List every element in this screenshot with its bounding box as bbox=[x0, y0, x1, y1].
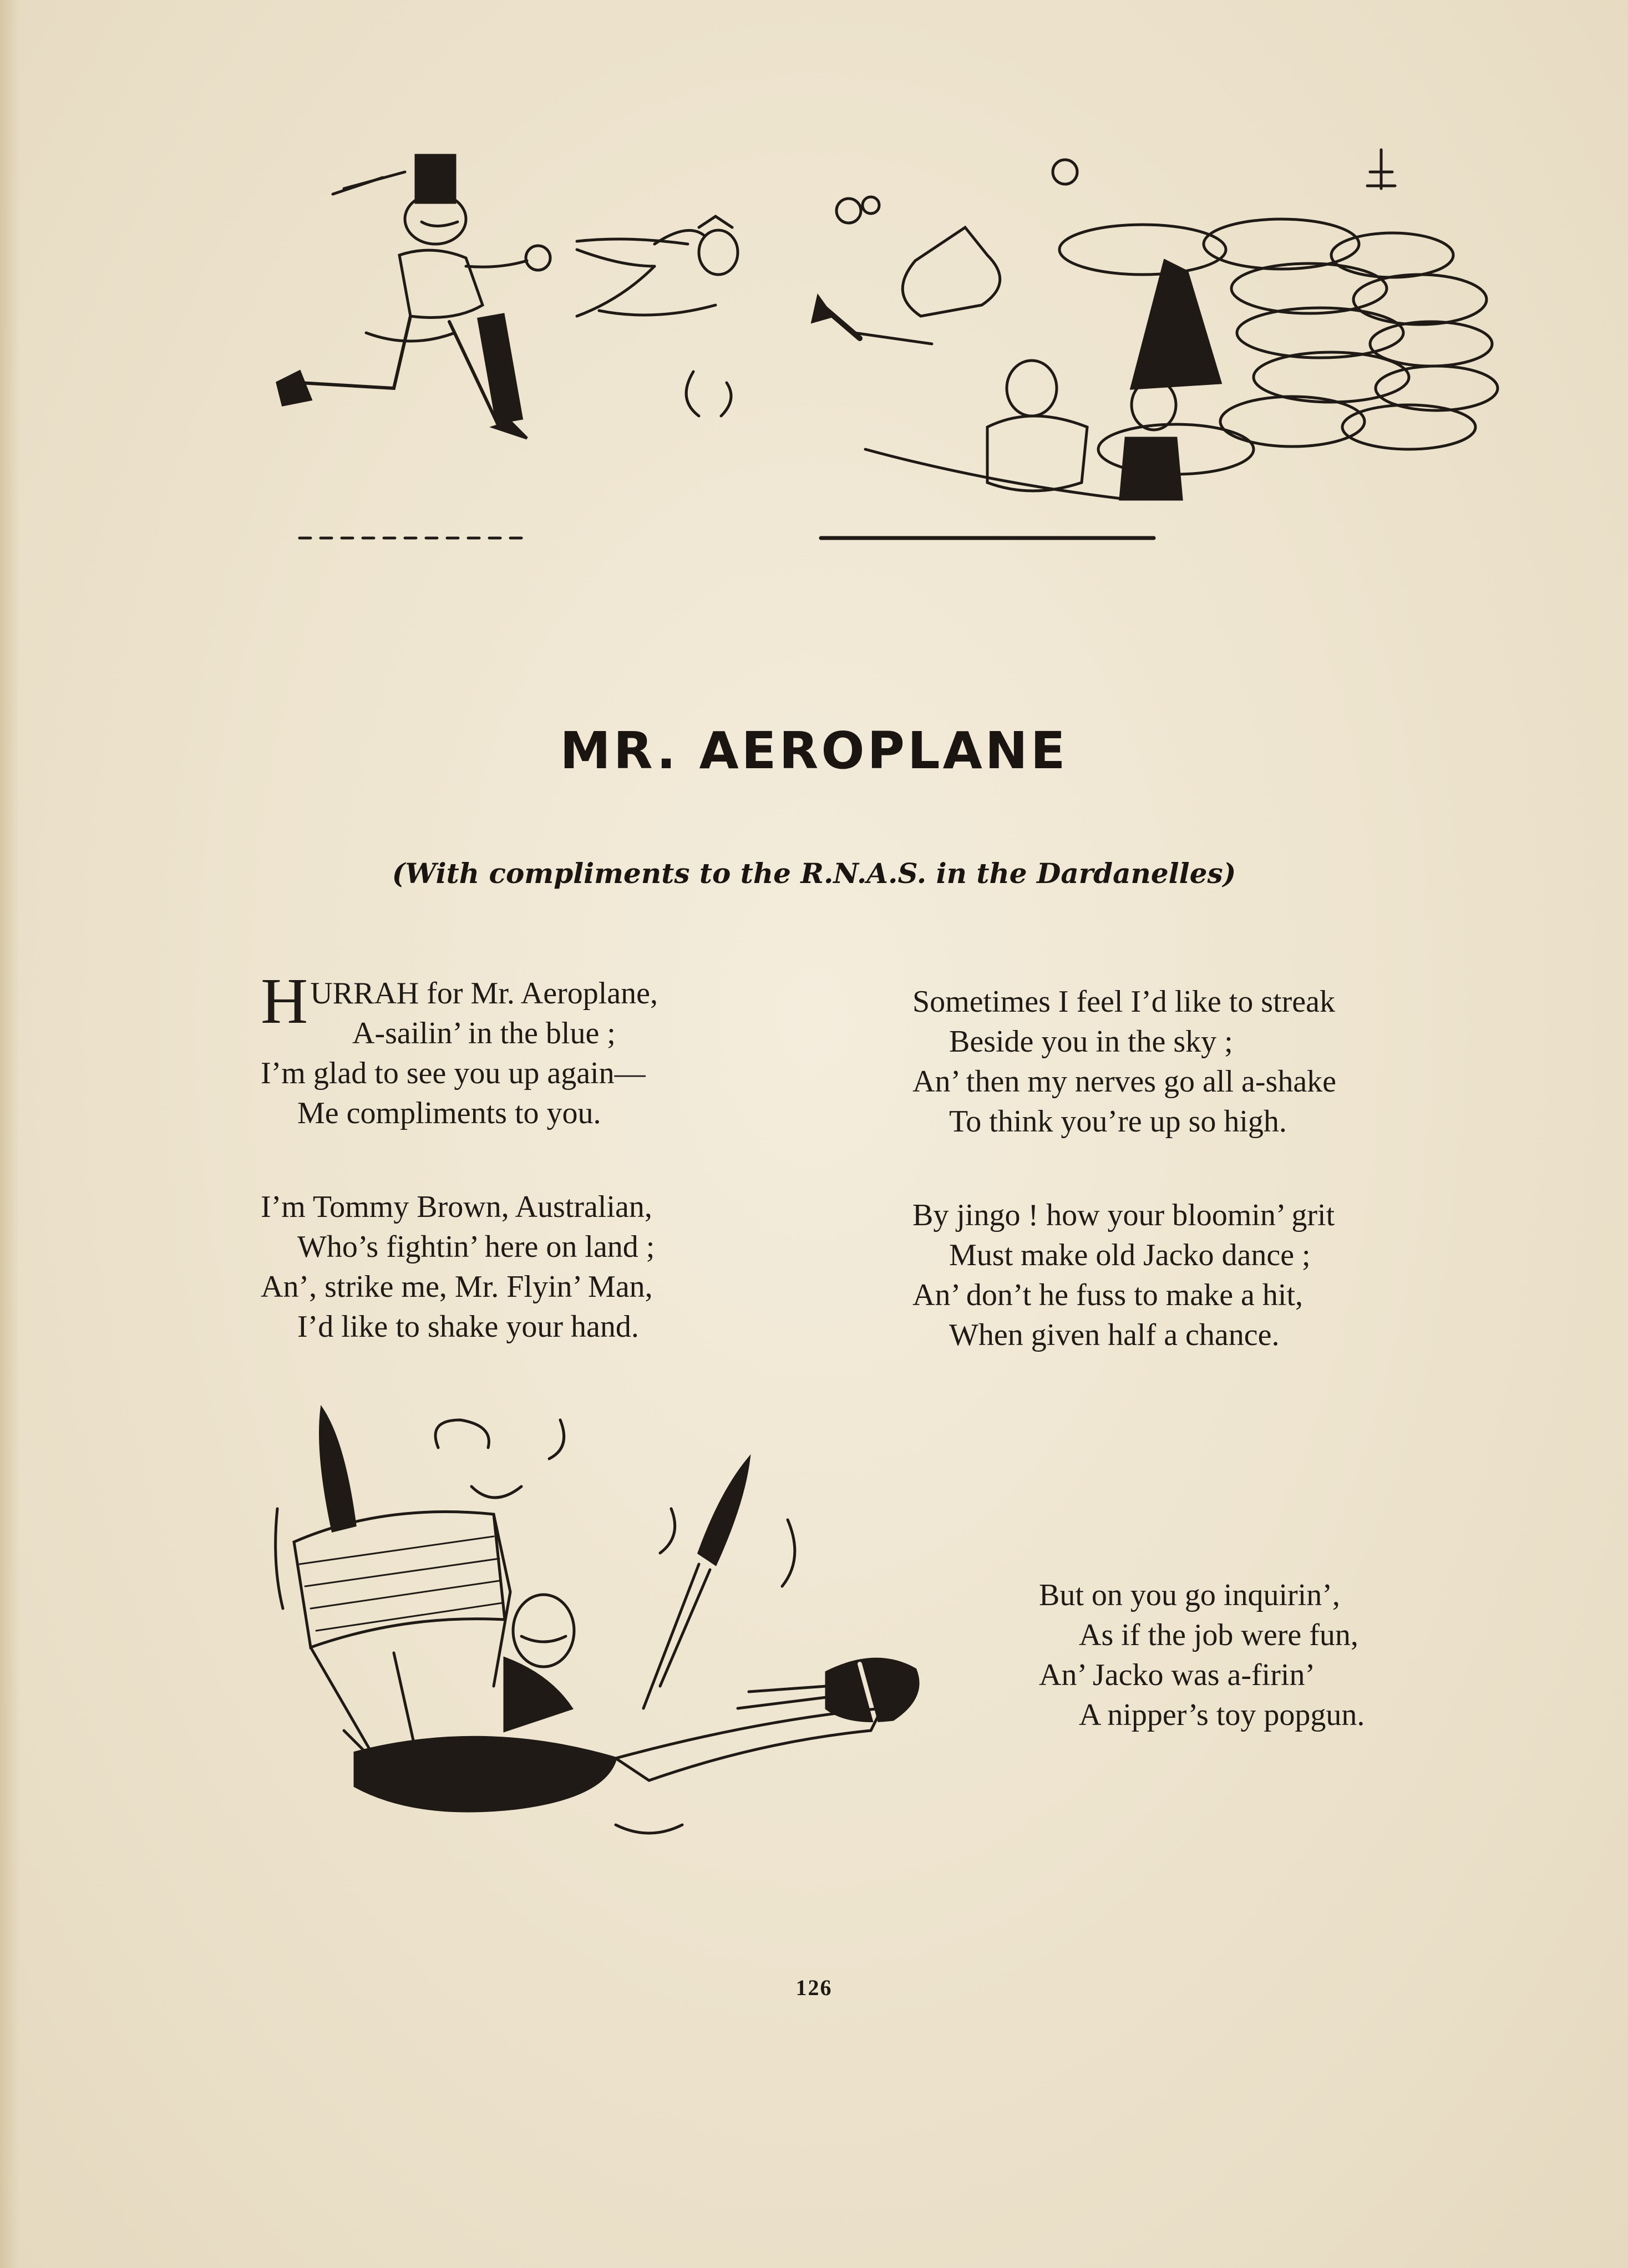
poem-line: A nipper’s toy popgun. bbox=[1079, 1698, 1365, 1732]
page-binding-edge bbox=[0, 0, 20, 2268]
poem-line: As if the job were fun, bbox=[1079, 1618, 1358, 1652]
poem-stanza-5 bbox=[1039, 1575, 1365, 1735]
bottom-illustration bbox=[261, 1398, 1026, 1869]
poem-line: Sometimes I feel I’d like to streak bbox=[912, 985, 1335, 1019]
poem-stanza-4 bbox=[912, 1195, 1335, 1355]
poem-line: I’m glad to see you up again— bbox=[261, 1056, 646, 1090]
poem-line: I’d like to shake your hand. bbox=[297, 1310, 639, 1344]
page-title: MR. AEROPLANE bbox=[560, 721, 1068, 780]
poem-line: Must make old Jacko dance ; bbox=[949, 1238, 1311, 1272]
poem-line: Who’s fightin’ here on land ; bbox=[297, 1230, 655, 1264]
poem-stanza-2 bbox=[261, 1187, 655, 1347]
poem-line: URRAH for Mr. Aeroplane, bbox=[310, 976, 658, 1011]
poem-stanza-3 bbox=[912, 982, 1336, 1141]
aviator-biplane-drawing bbox=[261, 1398, 1026, 1869]
poem-stanza-1 bbox=[261, 965, 658, 1133]
poem-line: To think you’re up so high. bbox=[949, 1104, 1287, 1139]
poem-line: I’m Tommy Brown, Australian, bbox=[261, 1190, 652, 1224]
poem-line: But on you go inquirin’, bbox=[1039, 1578, 1340, 1612]
poem-line: By jingo ! how your bloomin’ grit bbox=[912, 1198, 1335, 1232]
drop-cap: H bbox=[261, 965, 308, 1037]
page-subtitle: (With compliments to the R.N.A.S. in the Dardanelles) bbox=[392, 857, 1236, 890]
top-illustration bbox=[266, 139, 1514, 582]
page-number: 126 bbox=[795, 1975, 833, 2000]
poem-line: A-sailin’ in the blue ; bbox=[352, 1016, 616, 1051]
poem-line: An’, strike me, Mr. Flyin’ Man, bbox=[261, 1270, 653, 1304]
poem-line: An’ then my nerves go all a-shake bbox=[912, 1064, 1337, 1099]
poem-line: An’ Jacko was a-firin’ bbox=[1039, 1658, 1316, 1692]
soldiers-sandbag-drawing bbox=[266, 139, 1514, 582]
poem-line: Me compliments to you. bbox=[297, 1096, 601, 1130]
poem-line: An’ don’t he fuss to make a hit, bbox=[912, 1278, 1304, 1312]
poem-line: Beside you in the sky ; bbox=[949, 1024, 1233, 1059]
poem-line: When given half a chance. bbox=[949, 1318, 1280, 1352]
